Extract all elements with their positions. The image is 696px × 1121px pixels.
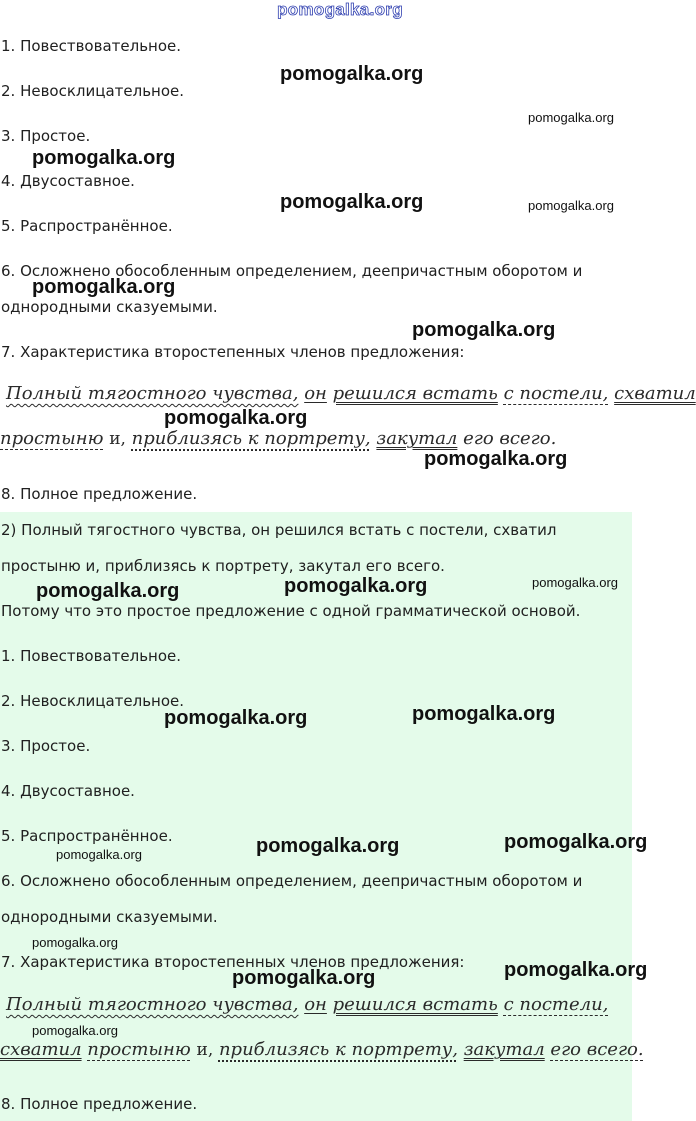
watermark: pomogalka.org [528, 110, 614, 125]
parsed-word: и, [109, 429, 126, 449]
watermark: pomogalka.org [56, 847, 142, 862]
watermark: pomogalka.org [32, 147, 176, 169]
list-item: 3. Простое. [1, 127, 91, 145]
watermark: pomogalka.org [32, 1023, 118, 1038]
list-item: 5. Распространённое. [1, 827, 173, 845]
list-item: 8. Полное предложение. [1, 485, 198, 503]
list-item: 1. Повествовательное. [1, 37, 182, 55]
watermark: pomogalka.org [412, 319, 556, 341]
watermark: pomogalka.org [32, 935, 118, 950]
parsed-word: приблизясь к портрету, [218, 1039, 458, 1060]
list-item: 4. Двусоставное. [1, 172, 135, 190]
list-item: 7. Характеристика второстепенных членов предложения: [1, 343, 465, 361]
parsed-word: простыню [0, 428, 104, 449]
watermark: pomogalka.org [424, 448, 568, 470]
watermark: pomogalka.org [256, 835, 400, 857]
parsed-sentence-line [6, 994, 608, 1015]
parsed-word: приблизясь к портрету, [131, 428, 371, 449]
site-header[interactable]: pomogalka.org [277, 0, 403, 19]
watermark: pomogalka.org [528, 198, 614, 213]
parsed-word: простыню [87, 1039, 191, 1060]
list-item: 1. Повествовательное. [1, 647, 182, 665]
sentence-text: простыню и, приблизясь к портрету, закутал его всего. [1, 557, 445, 575]
parsed-word: и, [196, 1040, 214, 1060]
parsed-word: Полный тягостного чувства, [6, 994, 299, 1015]
list-item: 2. Невосклицательное. [1, 692, 185, 710]
watermark: pomogalka.org [412, 703, 556, 725]
list-item: 4. Двусоставное. [1, 782, 135, 800]
parsed-word: схватил [614, 383, 696, 404]
watermark: pomogalka.org [504, 831, 648, 853]
parsed-word: с постели, [503, 383, 609, 404]
list-item: 6. Осложнено обособленным определением, деепричастным оборотом и [1, 262, 583, 280]
parsed-word: решился встать [332, 994, 498, 1015]
parsed-word: закутал [463, 1039, 545, 1060]
parsed-word: его всего. [550, 1039, 644, 1060]
parsed-word: схватил [0, 1039, 82, 1060]
parsed-word: его всего. [463, 428, 557, 449]
parsed-word: решился встать [332, 383, 498, 404]
watermark: pomogalka.org [36, 580, 180, 602]
watermark: pomogalka.org [504, 959, 648, 981]
list-item: 3. Простое. [1, 737, 91, 755]
parsed-word: он [304, 383, 327, 404]
list-item: 5. Распространённое. [1, 217, 173, 235]
watermark: pomogalka.org [164, 707, 308, 729]
watermark: pomogalka.org [532, 575, 618, 590]
list-item: 2. Невосклицательное. [1, 82, 185, 100]
list-item: однородными сказуемыми. [1, 908, 218, 926]
watermark: pomogalka.org [280, 63, 424, 85]
list-item: однородными сказуемыми. [1, 298, 218, 316]
parsed-sentence-line [0, 1039, 644, 1060]
list-item: 7. Характеристика второстепенных членов предложения: [1, 953, 465, 971]
parsed-word: с постели, [503, 994, 609, 1015]
watermark: pomogalka.org [164, 407, 308, 429]
parsed-word: Полный тягостного чувства, [6, 383, 299, 404]
list-item: 8. Полное предложение. [1, 1095, 198, 1113]
reason-text: Потому что это простое предложение с одной грамматической основой. [1, 602, 581, 620]
parsed-word: он [304, 994, 327, 1015]
watermark: pomogalka.org [280, 191, 424, 213]
watermark: pomogalka.org [232, 967, 376, 989]
parsed-word: закутал [376, 428, 458, 449]
parsed-sentence-line [6, 383, 696, 404]
watermark: pomogalka.org [284, 575, 428, 597]
list-item: 6. Осложнено обособленным определением, деепричастным оборотом и [1, 872, 583, 890]
parsed-sentence-line [0, 428, 556, 449]
watermark: pomogalka.org [32, 276, 176, 298]
sentence-text: 2) Полный тягостного чувства, он решился встать с постели, схватил [1, 521, 557, 539]
